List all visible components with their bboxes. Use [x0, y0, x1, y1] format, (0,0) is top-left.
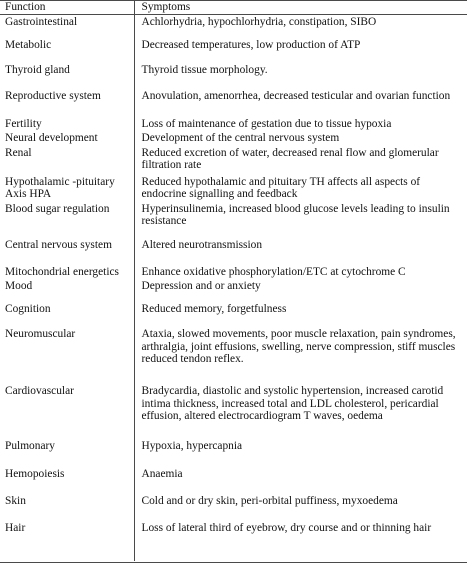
function-cell: Skin	[5, 495, 26, 507]
symptoms-cell: Reduced excretion of water, decreased renal flow and glomerular filtration rate	[134, 146, 467, 175]
function-cell: Gastrointestinal	[5, 16, 78, 28]
function-cell: Neural development	[5, 132, 98, 144]
table-row	[0, 439, 467, 467]
symptoms-cell: Hyperinsulinemia, increased blood glucose levels leading to insulin resistance	[134, 202, 467, 238]
symptoms-cell: Enhance oxidative phosphorylation/ETC at cytochrome C	[134, 265, 467, 280]
table-row	[0, 131, 467, 146]
symptoms-cell: Depression and or anxiety	[134, 279, 467, 302]
function-cell: Fertility	[5, 117, 42, 130]
function-cell: Cardiovascular	[5, 385, 74, 397]
table-row	[0, 146, 467, 175]
header-symptoms: Symptoms	[134, 0, 467, 15]
function-cell: Pulmonary	[5, 440, 55, 452]
function-cell: Hair	[5, 522, 26, 534]
symptoms-cell: Altered neurotransmission	[134, 238, 467, 265]
function-cell: Reproductive system	[5, 89, 101, 102]
table-row	[0, 384, 467, 439]
table-row	[0, 63, 467, 89]
symptoms-cell: Loss of lateral third of eyebrow, dry course and or thinning hair	[134, 521, 467, 537]
table-row	[0, 467, 467, 494]
function-cell: Blood sugar regulation	[5, 202, 110, 215]
table-row	[0, 15, 467, 38]
symptoms-cell: Cold and or dry skin, peri-orbital puffiness, myxoedema	[134, 494, 467, 521]
table-row	[0, 494, 467, 521]
function-cell: Mood	[5, 280, 33, 292]
table-header-row	[0, 0, 467, 15]
table-row	[0, 265, 467, 280]
symptoms-cell: Bradycardia, diastolic and systolic hypertension, increased carotid intima thickness, increased total and LDL cholesterol, pericardial effusion, altered electrocardiogram T waves, oedema	[134, 384, 467, 439]
table-row	[0, 302, 467, 327]
symptoms-cell: Anaemia	[134, 467, 467, 494]
symptoms-cell: Hypoxia, hypercapnia	[134, 439, 467, 467]
symptoms-cell: Reduced hypothalamic and pituitary TH affects all aspects of endocrine signalling and feedback	[134, 175, 467, 202]
symptoms-cell: Decreased temperatures, low production of ATP	[134, 38, 467, 63]
symptoms-cell: Loss of maintenance of gestation due to tissue hypoxia	[134, 117, 467, 132]
function-cell: Metabolic	[5, 38, 52, 51]
symptoms-cell: Reduced memory, forgetfulness	[134, 302, 467, 327]
function-cell: Thyroid gland	[5, 63, 70, 76]
symptoms-cell: Development of the central nervous system	[134, 131, 467, 146]
symptoms-cell: Ataxia, slowed movements, poor muscle relaxation, pain syndromes, arthralgia, joint effusions, swelling, nerve compression, stiff muscles reduced tendon reflex.	[134, 327, 467, 384]
table-row	[0, 279, 467, 302]
table-row	[0, 327, 467, 384]
function-cell: Hypothalamic -pituitary Axis HPA	[5, 175, 115, 200]
symptoms-cell: Anovulation, amenorrhea, decreased testicular and ovarian function	[134, 89, 467, 117]
function-cell: Mitochondrial energetics	[5, 265, 119, 278]
function-cell: Hemopoiesis	[5, 468, 65, 480]
table-row	[0, 38, 467, 63]
table-row	[0, 89, 467, 117]
function-cell: Neuromuscular	[5, 328, 76, 340]
table-row	[0, 175, 467, 202]
function-cell: Renal	[5, 146, 32, 159]
function-cell: Cognition	[5, 303, 51, 315]
table-row	[0, 238, 467, 265]
header-function: Function	[0, 0, 134, 15]
symptoms-cell: Thyroid tissue morphology.	[134, 63, 467, 89]
table-row	[0, 521, 467, 537]
function-cell: Central nervous system	[5, 238, 112, 251]
table-row	[0, 202, 467, 238]
symptoms-cell: Achlorhydria, hypochlorhydria, constipation, SIBO	[134, 15, 467, 38]
table-row	[0, 117, 467, 132]
